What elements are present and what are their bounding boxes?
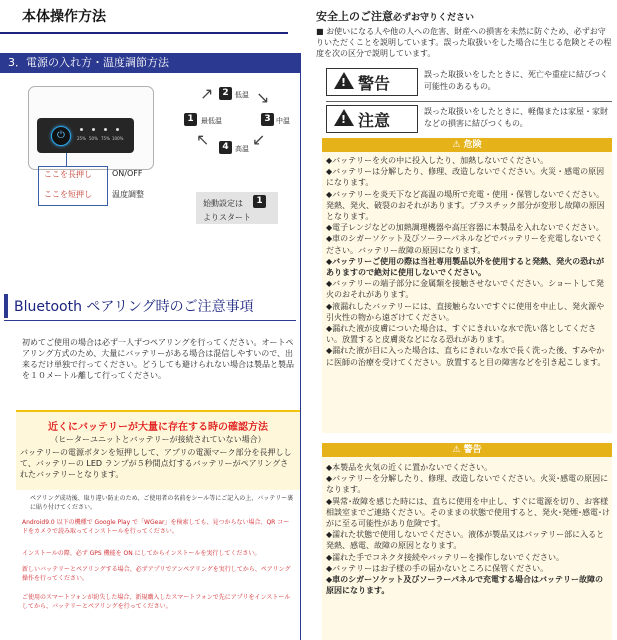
exclamation-icon: ! [341, 113, 347, 126]
caption-short-press: ここを短押し [44, 190, 92, 199]
safety-title-suffix: 必ずお守りください [393, 13, 475, 23]
caution-item: ◆車のシガーソケット及びソーラーパネルで充電する場合はバッテリー故障の原因になります。 [326, 575, 603, 596]
caption-long-press: ここを長押し [44, 170, 92, 179]
exclamation-icon: ! [341, 76, 347, 89]
led-indicator-1 [80, 128, 83, 131]
start-note-line1: 始動設定は [203, 199, 243, 208]
safety-title-main: 安全上のご注意 [316, 10, 393, 23]
pairing-label-note: ペアリング成功後、取り違い防止のため、ご使用者の名前をシール等にご記入の上、バッテリー裏に貼り付けてください。 [30, 495, 294, 511]
warning-word: 警告 [358, 74, 391, 93]
warning-description: 誤った取扱いをしたときに、死亡や重症に結びつく可能性のあるもの。 [424, 70, 608, 91]
bluetooth-heading: Bluetooth ペアリング時のご注意事項 [14, 299, 254, 315]
level-label-2: 低温 [235, 91, 249, 99]
danger-item: ◆バッテリーを火の中に投入したり、加熱しないでください。 [326, 156, 549, 165]
level-label-3: 中温 [276, 117, 290, 125]
danger-list [326, 155, 610, 368]
battery-check-body: バッテリーの電源ボタンを短押しして、アプリの電源マーク部分を長押しして、バッテリーの LED ランプが５秒間点灯するバッテリーがペアリングされたバッテリーとなります。 [20, 448, 292, 479]
cycle-arrow-icon: ↖ [196, 130, 210, 149]
section-title-underline [0, 32, 288, 34]
bluetooth-heading-accent [4, 294, 8, 318]
red-note-lost-phone: ご使用のスマートフォンが紛失した場合、新規購入したスマートフォンで先にアプリをインストールしてから、バッテリーとペアリングを行ってください。 [22, 594, 291, 610]
led-label: 25% [77, 136, 86, 141]
danger-item: ◆電子レンジなどの加熱調理機器や高圧容器に本製品を入れないでください。 [326, 223, 604, 233]
danger-item: ◆漏れた液が皮膚についた場合は、すぐにきれいな水で洗い落としてください。放置すると皮膚炎などになる恐れがあります。 [326, 324, 596, 345]
signs-divider [326, 101, 612, 102]
caution-item: ◆濡れた状態で使用しないでください。液体が製品又はバッテリー部に入ると発熱、感電、故障の原因となります。 [326, 530, 605, 551]
caution-item: ◆異常･故障を感じた時には、直ちに使用を中止し、すぐに電源を切り、お客様相談室までご連絡ください。そのままの状態で使用すると、発火･発煙･感電･けがに至る可能性があり危険です。 [326, 496, 610, 529]
caution-item: ◆濡れた手でコネクタ接続やバッテリーを操作しないでください。 [326, 552, 564, 562]
danger-item: ◆バッテリーご使用の際は当社専用製品以外を使用すると発熱、発火の恐れがありますので絶対に使用しないでください。 [326, 256, 605, 278]
danger-header: ⚠ 危険 [322, 138, 612, 152]
cycle-arrow-icon: ↗ [200, 84, 214, 103]
led-label: 75% [101, 136, 110, 141]
start-level-number: 1 [253, 195, 266, 208]
caution-item: ◆本製品を火気の近くに置かないでください。 [326, 463, 493, 472]
cycle-arrow-icon: ↘ [256, 88, 270, 107]
led-indicator-3 [104, 128, 107, 131]
battery-check-title: 近くにバッテリーが大量に存在する時の確認方法 [48, 422, 268, 433]
step-heading: 3．電源の入れ方・温度調節方法 [0, 53, 300, 73]
level-label-1: 最低温 [201, 117, 222, 125]
caution-description: 誤った取扱いをしたときに、軽傷または家屋・家財などの損害に結びつくもの。 [424, 107, 608, 128]
danger-item: ◆バッテリーの端子部分に金属類を接触させないでください。ショートして発火のおそれがあります。 [326, 279, 604, 300]
level-number-1: 1 [184, 113, 197, 126]
safety-title [316, 8, 474, 24]
level-label-4: 高温 [235, 145, 249, 153]
caution-list [326, 462, 610, 596]
level-number-3: 3 [261, 113, 274, 126]
danger-item: ◆液漏れしたバッテリーには、直接触らないですぐに使用を中止し、発火源や引火性の物から遠ざけてください。 [326, 301, 605, 322]
callout-leader-line [66, 153, 67, 167]
section-title: 本体操作方法 [22, 9, 106, 25]
led-indicator-2 [92, 128, 95, 131]
led-label: 100% [112, 136, 124, 141]
led-indicator-4 [116, 128, 119, 131]
caution-item: ◆バッテリーを分解したり、修理、改造しないでください。火災･感電の原因になります。 [326, 474, 609, 495]
led-label: 50% [89, 136, 98, 141]
cycle-arrow-icon: ↙ [252, 130, 266, 149]
red-note-gps: インストールの際、必ず GPS 機能を ON にしてからインストールを実行してください。 [22, 550, 261, 557]
safety-intro: ■ お使いになる人や他の人への危害、財産への損害を未然に防ぐため、必ずお守りいただくことを説明しています。誤った取扱いをした場合に生じる危険とその程度を次の区分で説明しています。 [316, 27, 612, 58]
battery-check-subtitle: （ヒーターユニットとバッテリーが接続されていない場合） [50, 435, 266, 444]
red-note-unpair: 新しいバッテリーとペアリングする場合、必ずアプリでアンペアリングを実行してから、ペアリング操作を行ってください。 [22, 566, 291, 582]
danger-item: ◆バッテリーは分解したり、修理、改造しないでください。火災・感電の原因になります。 [326, 167, 605, 188]
level-number-2: 2 [219, 87, 232, 100]
bluetooth-heading-underline [4, 320, 296, 321]
red-note-android: Android9.0 以下の機種で Google Play で「WGear」を検索しても、見つからない場合、QR コードをカメラで読み取ってインストールを行ってください。 [22, 519, 290, 535]
bluetooth-body-text: 初めてご使用の場合は必ず一人ずつペアリングを行ってください。オートペアリング方式のため、大量にバッテリーがある場合は混信しやすいので、出来るだけ単独で行ってください。どうしても避けられない場合は製品と製品を１０メートル離して行ってください。 [22, 338, 294, 380]
danger-item: ◆バッテリーを炎天下など高温の場所で充電・使用・保管しないでください。発熱、発火、破裂のおそれがあります。プラスチック部分が変形し故障の原因となります。 [326, 189, 605, 222]
caution-word: 注意 [358, 111, 391, 130]
danger-item: ◆漏れた液が目に入った場合は、直ちにきれいな水で長く洗った後、すみやかに医師の治療を受けてください。放置すると目の障害などを引き起こします。 [326, 346, 606, 367]
caption-temp-adjust: 温度調整 [112, 190, 144, 199]
start-note-line2: よりスタート [203, 213, 251, 222]
danger-item: ◆車のシガーソケット及びソーラーパネルなどでバッテリーを充電しないでください。バッテリー故障の原因になります。 [326, 234, 603, 255]
level-number-4: 4 [219, 141, 232, 154]
column-divider [300, 53, 301, 640]
caption-on-off: ON/OFF [112, 169, 143, 178]
caution-item: ◆バッテリーはお子様の手の届かないところに保管ください。 [326, 563, 549, 573]
caution-header: ⚠ 警告 [322, 443, 612, 457]
power-button-icon: ⏻ [51, 126, 71, 146]
